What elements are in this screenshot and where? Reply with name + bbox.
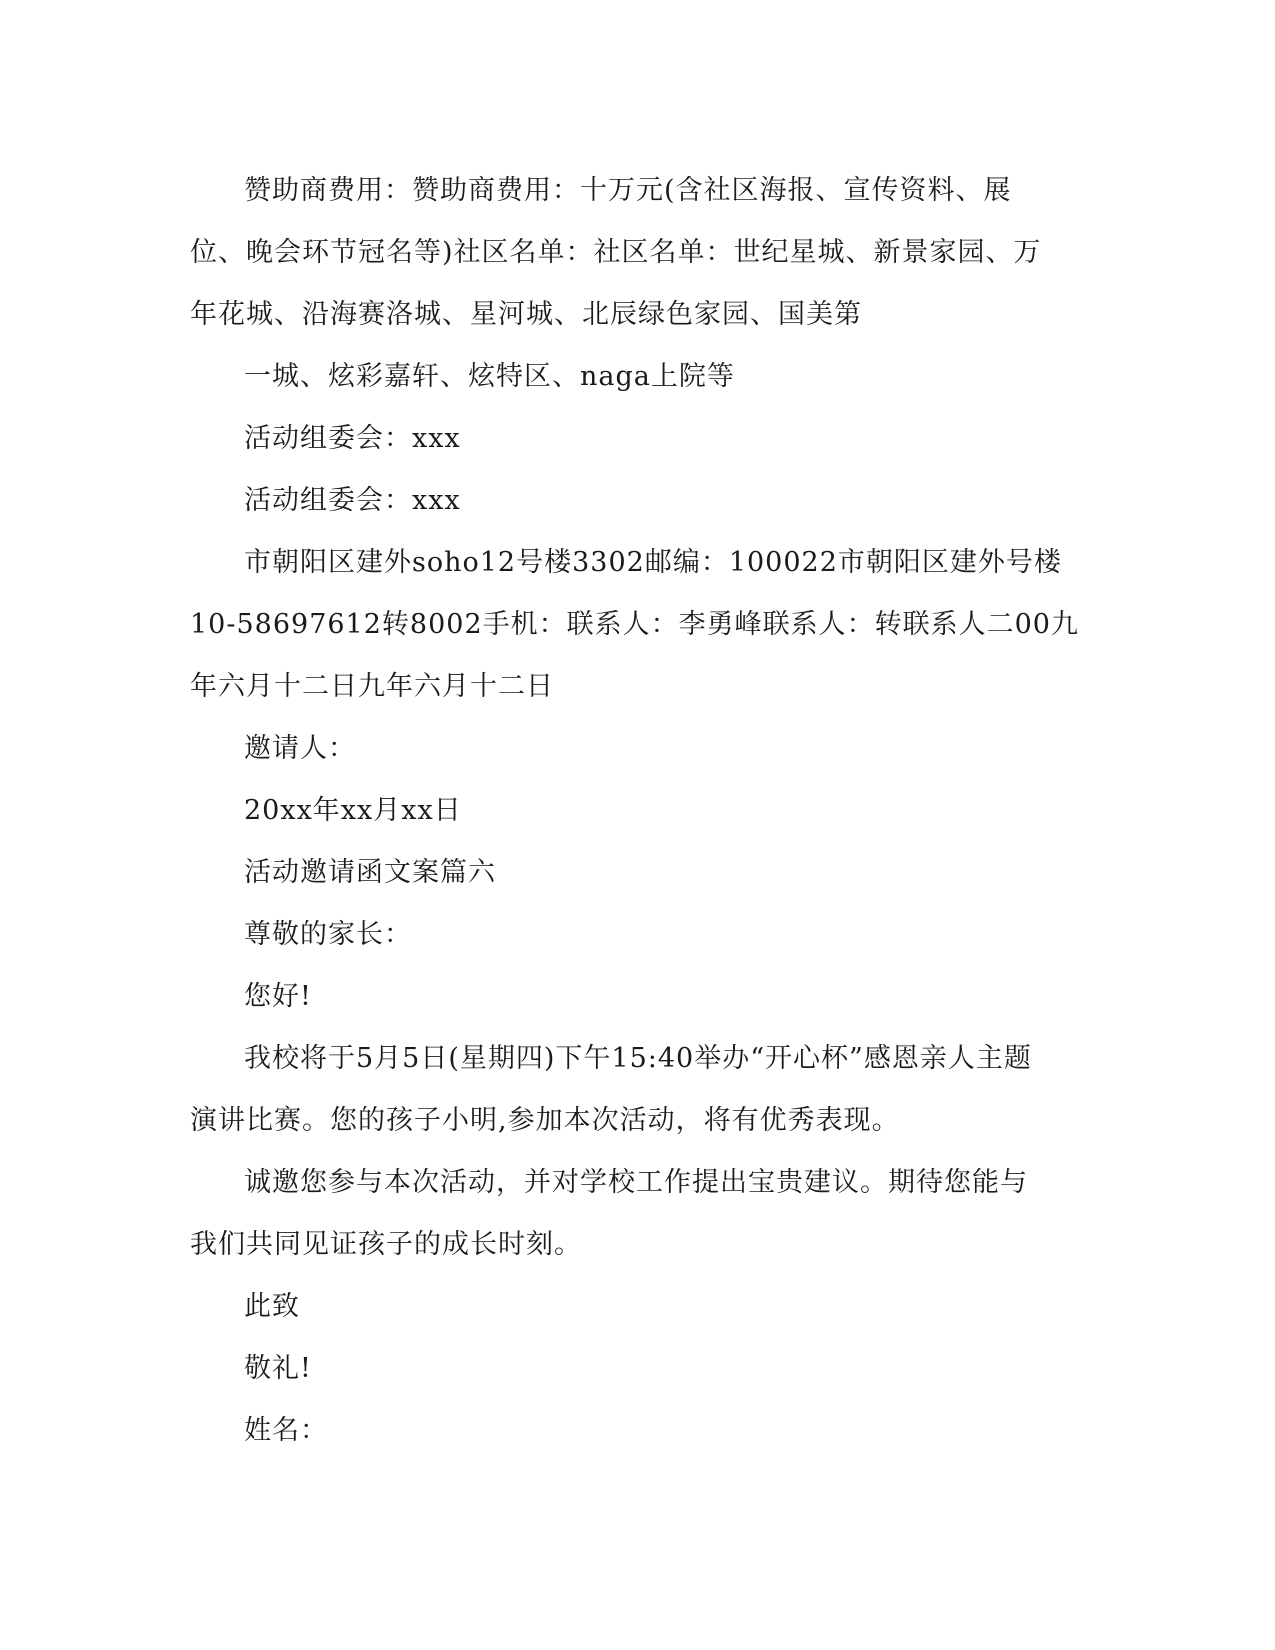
paragraph-sponsor-fee [190,160,1083,346]
text-line: 活动组委会：xxx [244,485,461,516]
text-line: 我校将于5月5日(星期四)下午15:40举办“开心杯”感恩亲人主题 [244,1043,1032,1074]
paragraph-inviter [190,718,1083,780]
paragraph-date [190,780,1083,842]
paragraph-committee-2 [190,470,1083,532]
text-line: 诚邀您参与本次活动，并对学校工作提出宝贵建议。期待您能与 [244,1167,1028,1198]
text-line: 演讲比赛。您的孩子小明,参加本次活动，将有优秀表现。 [190,1105,900,1136]
text-line: 敬礼! [244,1353,312,1384]
text-line: 邀请人： [244,733,356,764]
paragraph-closing-1 [190,1276,1083,1338]
paragraph-salutation [190,904,1083,966]
paragraph-greeting [190,966,1083,1028]
paragraph-committee-1 [190,408,1083,470]
text-line: 年六月十二日九年六月十二日 [190,671,554,702]
text-line: 一城、炫彩嘉轩、炫特区、naga上院等 [244,361,735,392]
text-line: 20xx年xx月xx日 [244,795,462,826]
text-line: 您好! [244,981,312,1012]
paragraph-address-contact [190,532,1083,718]
text-line: 10-58697612转8002手机：联系人：李勇峰联系人：转联系人二00九 [190,609,1079,640]
text-line: 我们共同见证孩子的成长时刻。 [190,1229,582,1260]
text-line: 活动邀请函文案篇六 [244,857,496,888]
paragraph-name [190,1400,1083,1462]
text-line: 年花城、沿海赛洛城、星河城、北辰绿色家园、国美第 [190,299,862,330]
paragraph-event-info [190,1028,1083,1152]
paragraph-community-list [190,346,1083,408]
text-line: 市朝阳区建外soho12号楼3302邮编：100022市朝阳区建外号楼 [244,547,1062,578]
text-line: 姓名： [244,1415,328,1446]
section-heading [190,842,1083,904]
text-line: 此致 [244,1291,300,1322]
text-line: 赞助商费用：赞助商费用：十万元(含社区海报、宣传资料、展 [244,175,1012,206]
paragraph-closing-2 [190,1338,1083,1400]
text-line: 尊敬的家长： [244,919,412,950]
document-body [190,160,1083,1462]
text-line: 位、晚会环节冠名等)社区名单：社区名单：世纪星城、新景家园、万 [190,237,1042,268]
paragraph-invitation [190,1152,1083,1276]
text-line: 活动组委会：xxx [244,423,461,454]
